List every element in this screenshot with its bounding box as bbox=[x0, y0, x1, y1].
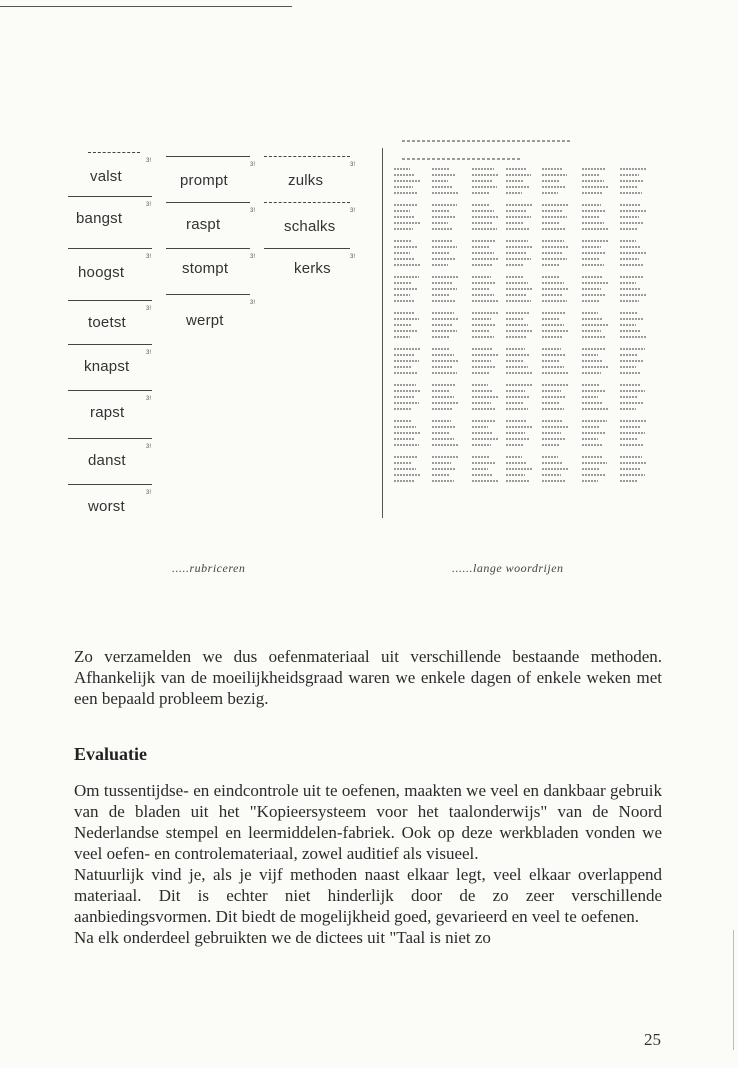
answer-line bbox=[166, 294, 250, 295]
word-schalks: schalks bbox=[284, 218, 336, 235]
tiny-header-line bbox=[402, 158, 522, 160]
word-rapst: rapst bbox=[90, 404, 125, 421]
tiny-column bbox=[432, 168, 460, 492]
marker: 3! bbox=[350, 208, 356, 214]
scan-edge-mark bbox=[733, 930, 734, 1050]
marker: 3! bbox=[146, 350, 152, 356]
marker: 3! bbox=[146, 202, 152, 208]
word-bangst: bangst bbox=[76, 210, 123, 227]
answer-line bbox=[68, 300, 152, 301]
word-knapst: knapst bbox=[84, 358, 130, 375]
paragraph: Natuurlijk vind je, als je vijf methoden naast elkaar legt, veel elkaar overlappend materiaal. Dit is echter niet hinderlijk door de zo zeer verschillende aanbiedingsvormen. Dit biedt de mogelijkheid goed, gevarieerd en veel te oefenen. bbox=[74, 865, 662, 926]
answer-line bbox=[68, 484, 152, 485]
answer-line bbox=[264, 202, 350, 203]
marker: 3! bbox=[146, 444, 152, 450]
answer-line bbox=[68, 196, 152, 197]
marker: 3! bbox=[146, 254, 152, 260]
paragraph: Na elk onderdeel gebruikten we de dictees uit "Taal is niet zo bbox=[74, 928, 491, 947]
word-kerks: kerks bbox=[294, 260, 331, 277]
tiny-column bbox=[582, 168, 610, 492]
answer-line bbox=[166, 248, 250, 249]
marker: 3! bbox=[350, 254, 356, 260]
marker: 3! bbox=[250, 254, 256, 260]
marker: 3! bbox=[250, 208, 256, 214]
lange-woordrijen-thumbnail bbox=[394, 136, 664, 516]
marker: 3! bbox=[146, 490, 152, 496]
answer-line bbox=[68, 248, 152, 249]
word-hoogst: hoogst bbox=[78, 264, 125, 281]
figure-divider bbox=[382, 148, 383, 518]
word-stompt: stompt bbox=[182, 260, 229, 277]
tiny-column bbox=[394, 168, 422, 492]
marker: 3! bbox=[146, 306, 152, 312]
tiny-column bbox=[506, 168, 534, 492]
answer-line bbox=[88, 152, 140, 153]
paragraph: Om tussentijdse- en eindcontrole uit te oefenen, maakten we veel en dankbaar gebruik van de bladen uit het "Kopieersysteem voor het taalonderwijs" van de Noord Nederlandse stempel en leermiddelen-fabriek. Ook op deze werkbladen vonden we veel oefen- en controlemateriaal, zowel auditief als visueel. bbox=[74, 781, 662, 863]
answer-line bbox=[166, 156, 250, 157]
tiny-column bbox=[472, 168, 500, 492]
section-body bbox=[74, 780, 662, 948]
section-heading: Evaluatie bbox=[74, 744, 148, 764]
marker: 3! bbox=[250, 162, 256, 168]
marker: 3! bbox=[250, 300, 256, 306]
word-worst: worst bbox=[88, 498, 125, 515]
caption-lange-woordrijen: ......lange woordrijen bbox=[452, 561, 564, 575]
answer-line bbox=[166, 202, 250, 203]
word-toetst: toetst bbox=[88, 314, 126, 331]
intro-paragraph bbox=[74, 646, 662, 709]
top-rule bbox=[0, 6, 292, 7]
word-valst: valst bbox=[90, 168, 122, 185]
answer-line bbox=[264, 156, 350, 157]
answer-line bbox=[68, 344, 152, 345]
answer-line bbox=[68, 438, 152, 439]
word-prompt: prompt bbox=[180, 172, 228, 189]
word-zulks: zulks bbox=[288, 172, 324, 189]
word-werpt: werpt bbox=[186, 312, 224, 329]
marker: 3! bbox=[146, 158, 152, 164]
word-danst: danst bbox=[88, 452, 126, 469]
tiny-column bbox=[542, 168, 570, 492]
answer-line bbox=[68, 390, 152, 391]
tiny-header-line bbox=[402, 140, 572, 142]
rubriceren-exercise bbox=[68, 148, 368, 528]
caption-rubriceren: .....rubriceren bbox=[172, 561, 246, 575]
marker: 3! bbox=[350, 162, 356, 168]
answer-line bbox=[264, 248, 350, 249]
marker: 3! bbox=[146, 396, 152, 402]
word-raspt: raspt bbox=[186, 216, 221, 233]
tiny-column bbox=[620, 168, 648, 492]
page-number: 25 bbox=[644, 1030, 661, 1049]
paragraph: Zo verzamelden we dus oefenmateriaal uit verschillende bestaande methoden. Afhankelijk van de moeilijkheidsgraad waren we enkele dagen of enkele weken met een bepaald probleem bezig. bbox=[74, 647, 662, 708]
